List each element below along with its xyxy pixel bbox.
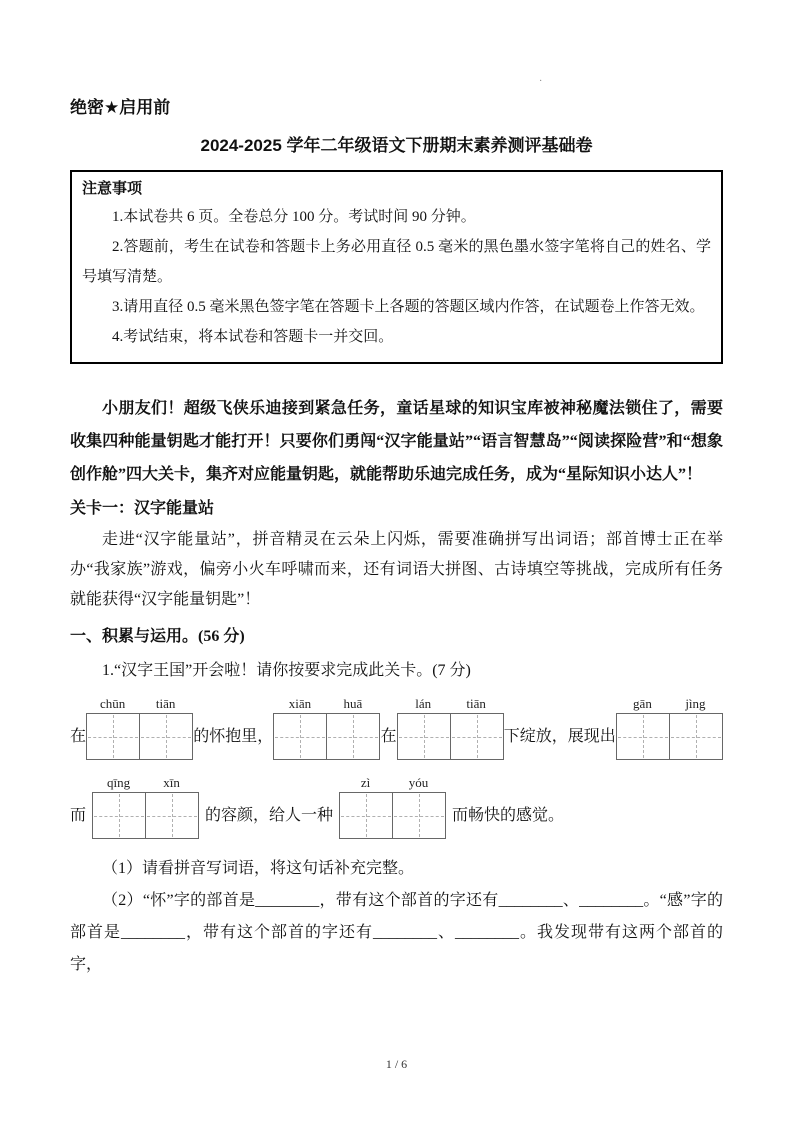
pinyin-syllable: tiān: [155, 696, 176, 711]
tianzige-cell: [669, 714, 722, 759]
pinyin-label: [397, 695, 504, 713]
paper-title: 2024-2025 学年二年级语文下册期末素养测评基础卷: [200, 136, 593, 155]
pinyin-label: [86, 695, 193, 713]
tianzige-cell: [398, 714, 450, 759]
writing-grid-unit-2: [273, 695, 380, 760]
tianzige-grid: [339, 792, 446, 839]
notice-item-3: 3.请用直径 0.5 毫米黑色签字笔在答题卡上各题的答题区域内作答，在试题卷上作答无效。: [112, 299, 705, 315]
notice-item-1: 1.本试卷共 6 页。全卷总分 100 分。考试时间 90 分钟。: [112, 209, 476, 225]
pinyin-syllable: huā: [343, 696, 363, 711]
pinyin-label: [92, 774, 199, 792]
fill-text-2: 的怀抱里，: [193, 728, 274, 745]
page-content: [70, 96, 723, 981]
pinyin-syllable: zì: [360, 775, 371, 790]
stray-mark: ·: [539, 76, 543, 87]
section-one-heading: 一、积累与运用。(56 分): [70, 628, 245, 645]
writing-grid-unit-3: [397, 695, 504, 760]
pinyin-syllable: tiān: [466, 696, 486, 711]
notice-box: [70, 170, 723, 364]
stage-one-description: 走进“汉字能量站”，拼音精灵在云朵上闪烁，需要准确拼写出词语；部首博士正在举办“我家族”游戏，偏旁小火车呼啸而来，还有词语大拼图、古诗填空等挑战，完成所有任务就能获得“汉字能量钥匙”！: [70, 531, 723, 608]
pinyin-syllable: chūn: [100, 696, 126, 711]
tianzige-cell: [93, 793, 145, 838]
writing-grid-unit-1: [86, 695, 193, 760]
pinyin-fill-line-2: [70, 774, 723, 839]
fill-text-7: 而畅快的感觉。: [452, 807, 565, 824]
writing-grid-unit-5: [92, 774, 199, 839]
tianzige-cell: [274, 714, 326, 759]
pinyin-syllable: xiān: [288, 696, 312, 711]
tianzige-cell: [145, 793, 198, 838]
writing-grid-unit-6: [339, 774, 446, 839]
tianzige-grid: [616, 713, 723, 760]
tianzige-cell: [326, 714, 379, 759]
pinyin-syllable: jìng: [685, 696, 706, 711]
tianzige-cell: [617, 714, 669, 759]
sub-question-2: （2）“怀”字的部首是________，带有这个部首的字还有________、________。“感”字的部首是________，带有这个部首的字还有________、________。我发现带有这两个部首的字，: [70, 892, 723, 973]
pinyin-syllable: gān: [633, 696, 652, 711]
tianzige-cell: [450, 714, 503, 759]
pinyin-syllable: qīng: [106, 775, 131, 790]
tianzige-cell: [340, 793, 392, 838]
pinyin-syllable: lán: [415, 696, 432, 711]
stage-one-heading: 关卡一：汉字能量站: [70, 500, 215, 517]
security-classification: 绝密★启用前: [70, 98, 171, 117]
fill-text-3: 在: [380, 728, 397, 745]
tianzige-grid: [86, 713, 193, 760]
pinyin-label: [339, 774, 446, 792]
tianzige-grid: [92, 792, 199, 839]
writing-grid-unit-4: [616, 695, 723, 760]
pinyin-label: [273, 695, 380, 713]
pinyin-fill-line-1: [70, 695, 723, 760]
notice-item-2: 2.答题前，考生在试卷和答题卡上务必用直径 0.5 毫米的黑色墨水签字笔将自己的姓名、学号填写清楚。: [82, 239, 711, 285]
tianzige-grid: [397, 713, 504, 760]
tianzige-cell: [139, 714, 192, 759]
fill-text-4: 下绽放，展现出: [503, 728, 616, 745]
pinyin-syllable: yóu: [408, 775, 429, 790]
question-1-text: 1.“汉字王国”开会啦！请你按要求完成此关卡。(7 分): [102, 662, 471, 679]
notice-heading: 注意事项: [82, 181, 143, 197]
page-number: 1 / 6: [385, 1057, 408, 1071]
sub-question-1: （1）请看拼音写词语，将这句话补充完整。: [102, 860, 415, 877]
intro-paragraph: 小朋友们！超级飞侠乐迪接到紧急任务，童话星球的知识宝库被神秘魔法锁住了，需要收集四种能量钥匙才能打开！只要你们勇闯“汉字能量站”“语言智慧岛”“阅读探险营”和“想象创作舱”四大关卡，集齐对应能量钥匙，就能帮助乐迪完成任务，成为“星际知识小达人”！: [70, 400, 723, 483]
tianzige-cell: [392, 793, 445, 838]
pinyin-syllable: xīn: [163, 775, 180, 790]
tianzige-grid: [273, 713, 380, 760]
fill-text-5: 而: [70, 807, 87, 824]
tianzige-cell: [87, 714, 139, 759]
pinyin-label: [616, 695, 723, 713]
fill-text-1: 在: [70, 728, 87, 745]
fill-text-6: 的容颜，给人一种: [205, 807, 334, 824]
notice-item-4: 4.考试结束，将本试卷和答题卡一并交回。: [112, 329, 394, 345]
